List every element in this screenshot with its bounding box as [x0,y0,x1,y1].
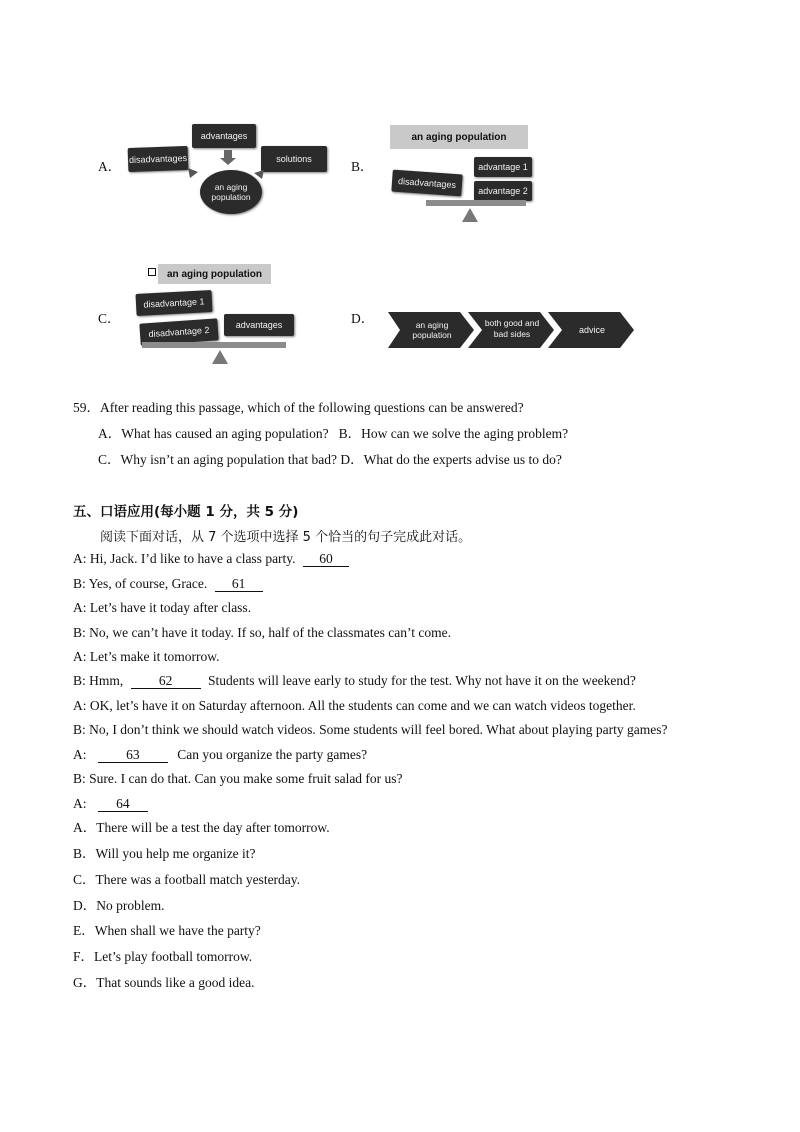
option-b-letter[interactable]: B． [351,159,374,174]
blank-61[interactable]: 61 [215,576,263,592]
diagram-b-advantage-1: advantage 1 [474,157,532,177]
diagram-d-step-1: an aging population [412,320,452,340]
dialogue-line-3: A: Let’s have it today after class. [73,600,252,615]
question-59-options-row-2[interactable]: C．Why isn’t an aging population that bad? D．What do the experts advise us to do? [98,452,562,467]
dialogue-line-8: B: No, I don’t think we should watch videos. Some students will feel bored. What about playing party games? [73,722,668,737]
dialogue-line-10: B: Sure. I can do that. Can you make some fruit salad for us? [73,771,403,786]
diagram-a-arrows [180,148,280,188]
dialogue-line-2-text: B: Yes, of course, Grace. [73,576,208,591]
option-c-letter[interactable]: C． [98,311,121,326]
dialogue-line-6-text: B: Hmm, [73,673,124,688]
diagram-c-disadvantage-1: disadvantage 1 [135,290,212,316]
dialogue-line-9-text: A: [73,747,87,762]
section-5-instruction: 阅读下面对话，从 7 个选项中选择 5 个恰当的句子完成此对话。 [100,530,472,545]
diagram-c-checkbox [148,268,156,276]
diagram-d-step-3: advice [578,325,605,335]
answer-option-f[interactable]: F．Let’s play football tomorrow. [73,949,253,964]
option-d-letter[interactable]: D． [351,311,375,326]
dialogue-line-6 [73,672,636,690]
answer-option-g[interactable]: G．That sounds like a good idea. [73,975,255,990]
dialogue-line-5: A: Let’s make it tomorrow. [73,649,220,664]
answer-option-c[interactable]: C．There was a football match yesterday. [73,872,301,887]
dialogue-line-1-text: A: Hi, Jack. I’d like to have a class party. [73,551,296,566]
diagram-c-advantages: advantages [224,314,294,336]
blank-62[interactable]: 62 [131,673,201,689]
question-59-options-row-1[interactable]: A．What has caused an aging population? B．How can we solve the aging problem? [98,426,569,441]
question-59-stem: 59．After reading this passage, which of the following questions can be answered? [73,400,524,415]
dialogue-line-1 [73,550,349,568]
diagram-b-scale [422,198,532,226]
blank-60[interactable]: 60 [303,551,349,567]
diagram-b-header: an aging population [390,125,528,149]
diagram-a-disadvantages: disadvantages [128,146,189,172]
dialogue-line-2 [73,575,263,593]
dialogue-line-9 [73,746,367,764]
section-5-title: 五、口语应用(每小题 1 分，共 5 分) [73,504,299,520]
diagram-c-header: an aging population [158,264,271,284]
diagram-b-disadvantages: disadvantages [391,170,462,197]
diagram-a-center: an aging population [200,170,262,214]
diagram-c-disadvantage-2: disadvantage 2 [139,318,218,345]
option-a-letter[interactable]: A． [98,159,122,174]
diagram-c-scale [140,340,290,368]
answer-option-d[interactable]: D．No problem. [73,898,165,913]
answer-option-b[interactable]: B．Will you help me organize it? [73,846,256,861]
blank-63[interactable]: 63 [98,747,168,763]
dialogue-line-11 [73,795,148,813]
diagram-a-advantages: advantages [192,124,256,148]
answer-option-a[interactable]: A．There will be a test the day after tomorrow. [73,820,330,835]
diagram-a-solutions: solutions [261,146,327,172]
dialogue-line-11-text: A: [73,796,87,811]
dialogue-line-9-rest: Can you organize the party games? [177,747,368,762]
dialogue-line-4: B: No, we can’t have it today. If so, half of the classmates can’t come. [73,625,452,640]
dialogue-line-7: A: OK, let’s have it on Saturday afternoon. All the students can come and we can watch videos together. [73,698,636,713]
blank-64[interactable]: 64 [98,796,148,812]
diagram-d-step-2: both good and bad sides [484,318,540,339]
answer-option-e[interactable]: E．When shall we have the party? [73,923,261,938]
dialogue-line-6-rest: Students will leave early to study for the test. Why not have it on the weekend? [208,673,636,688]
diagram-b-advantage-2: advantage 2 [474,181,532,201]
